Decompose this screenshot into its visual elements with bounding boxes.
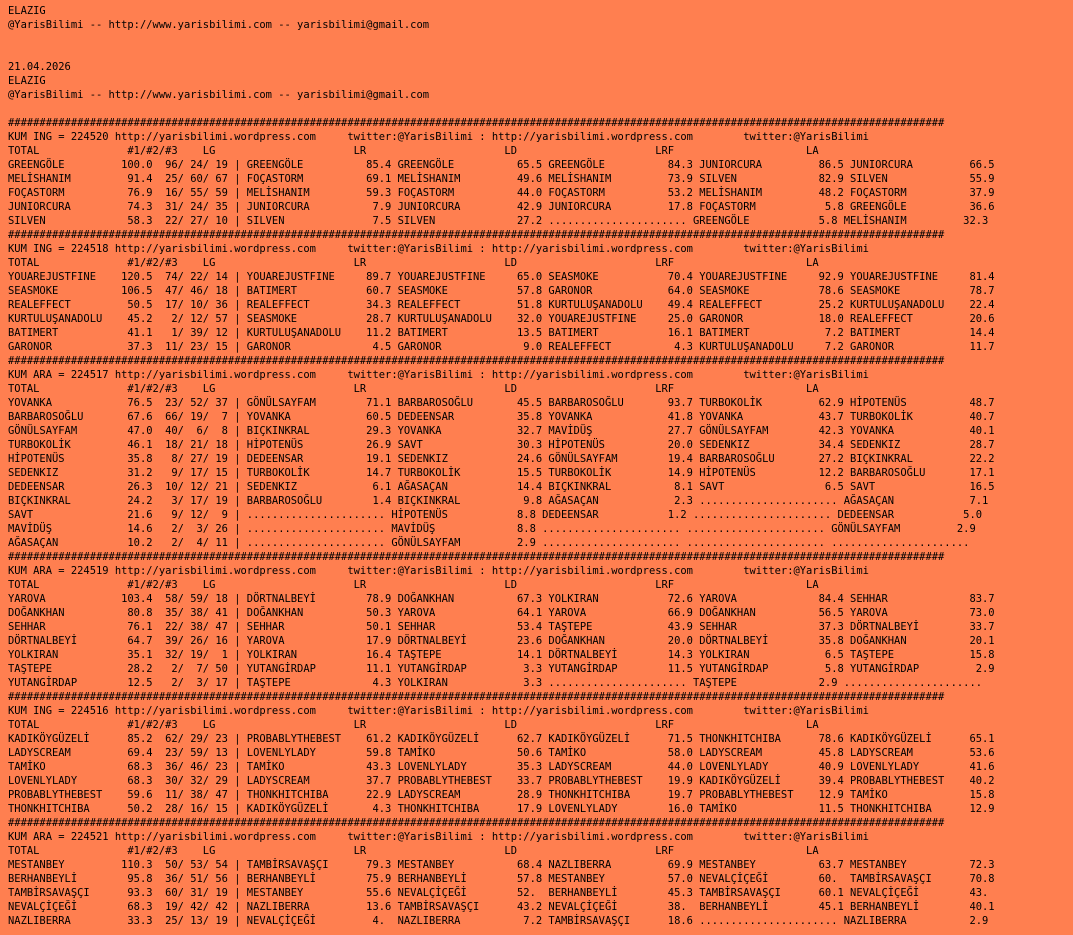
table-row: NEVALÇİÇEĞİ 68.3 19/ 42/ 42 | NAZLIBERRA 13.6 TAMBİRSAVAŞÇI 43.2 NEVALÇİÇEĞİ 38. BERHANBEYLİ 45.1 BERHANBEYLİ 40.1 — [8, 901, 995, 913]
table-row: DOĞANKHAN 80.8 35/ 38/ 41 | DOĞANKHAN 50.3 YAROVA 64.1 YAROVA 66.9 DOĞANKHAN 56.5 YAROVA 73.0 — [8, 607, 995, 619]
table-row: TAMBİRSAVAŞÇI 93.3 60/ 31/ 19 | MESTANBEY 55.6 NEVALÇİÇEĞİ 52. BERHANBEYLİ 45.3 TAMBİRSAVAŞÇI 60.1 NEVALÇİÇEĞİ 43. — [8, 887, 989, 899]
column-header: TOTAL #1/#2/#3 LG LR LD LRF LA — [8, 579, 819, 591]
column-header: TOTAL #1/#2/#3 LG LR LD LRF LA — [8, 145, 819, 157]
race-header: KUM ING = 224520 http://yarisbilimi.wordpress.com twitter:@YarisBilimi : http://yarisbilimi.wordpress.com twitter:@YarisBilimi — [8, 131, 869, 143]
section-separator: ##################################################################################################################################################### — [8, 691, 945, 703]
table-row: FOÇASTORM 76.9 16/ 55/ 59 | MELİSHANIM 59.3 FOÇASTORM 44.0 FOÇASTORM 53.2 MELİSHANIM 48.2 FOÇASTORM 37.9 — [8, 187, 995, 199]
text-line: ELAZIG — [8, 5, 46, 17]
section-separator: ##################################################################################################################################################### — [8, 817, 945, 829]
table-row: SAVT 21.6 9/ 12/ 9 | ...................... HİPOTENÜS 8.8 DEDEENSAR 1.2 ...................... DEDEENSAR 5.0 — [8, 509, 983, 521]
table-row: MAVİDÜŞ 14.6 2/ 3/ 26 | ...................... MAVİDÜŞ 8.8 ...................... ...................... GÖNÜLSAYFAM 2.9 — [8, 523, 976, 535]
table-row: PROBABLYTHEBEST 59.6 11/ 38/ 47 | THONKHITCHIBA 22.9 LADYSCREAM 28.9 THONKHITCHIBA 19.7 PROBABLYTHEBEST 12.9 TAMİKO 15.8 — [8, 789, 995, 801]
table-row: KADIKÖYGÜZELİ 85.2 62/ 29/ 23 | PROBABLYTHEBEST 61.2 KADIKÖYGÜZELİ 62.7 KADIKÖYGÜZELİ 71.5 THONKHITCHIBA 78.6 KADIKÖYGÜZELİ 65.1 — [8, 733, 995, 745]
table-row: LOVENLYLADY 68.3 30/ 32/ 29 | LADYSCREAM 37.7 PROBABLYTHEBEST 33.7 PROBABLYTHEBEST 19.9 KADIKÖYGÜZELİ 39.4 PROBABLYTHEBEST 40.2 — [8, 775, 995, 787]
column-header: TOTAL #1/#2/#3 LG LR LD LRF LA — [8, 845, 819, 857]
text-line: 21.04.2026 — [8, 61, 71, 73]
race-header: KUM ARA = 224519 http://yarisbilimi.wordpress.com twitter:@YarisBilimi : http://yarisbilimi.wordpress.com twitter:@YarisBilimi — [8, 565, 869, 577]
table-row: LADYSCREAM 69.4 23/ 59/ 13 | LOVENLYLADY 59.8 TAMİKO 50.6 TAMİKO 58.0 LADYSCREAM 45.8 LADYSCREAM 53.6 — [8, 747, 995, 759]
table-row: MELİSHANIM 91.4 25/ 60/ 67 | FOÇASTORM 69.1 MELİSHANIM 49.6 MELİSHANIM 73.9 SILVEN 82.9 SILVEN 55.9 — [8, 173, 995, 185]
table-row: SEHHAR 76.1 22/ 38/ 47 | SEHHAR 50.1 SEHHAR 53.4 TAŞTEPE 43.9 SEHHAR 37.3 DÖRTNALBEYİ 33.7 — [8, 621, 995, 633]
race-header: KUM ARA = 224521 http://yarisbilimi.wordpress.com twitter:@YarisBilimi : http://yarisbilimi.wordpress.com twitter:@YarisBilimi — [8, 831, 869, 843]
column-header: TOTAL #1/#2/#3 LG LR LD LRF LA — [8, 257, 819, 269]
table-row: TURBOKOLİK 46.1 18/ 21/ 18 | HİPOTENÜS 26.9 SAVT 30.3 HİPOTENÜS 20.0 SEDENKIZ 34.4 SEDENKIZ 28.7 — [8, 439, 995, 451]
race-header: KUM ING = 224516 http://yarisbilimi.wordpress.com twitter:@YarisBilimi : http://yarisbilimi.wordpress.com twitter:@YarisBilimi — [8, 705, 869, 717]
table-row: SEDENKIZ 31.2 9/ 17/ 15 | TURBOKOLİK 14.7 TURBOKOLİK 15.5 TURBOKOLİK 14.9 HİPOTENÜS 12.2 BARBAROSOĞLU 17.1 — [8, 467, 995, 479]
table-row: YOLKIRAN 35.1 32/ 19/ 1 | YOLKIRAN 16.4 TAŞTEPE 14.1 DÖRTNALBEYİ 14.3 YOLKIRAN 6.5 TAŞTEPE 15.8 — [8, 649, 995, 661]
table-row: DEDEENSAR 26.3 10/ 12/ 21 | SEDENKIZ 6.1 AĞASAÇAN 14.4 BIÇKINKRAL 8.1 SAVT 6.5 SAVT 16.5 — [8, 481, 995, 493]
table-row: KURTULUŞANADOLU 45.2 2/ 12/ 57 | SEASMOKE 28.7 KURTULUŞANADOLU 32.0 YOUAREJUSTFINE 25.0 GARONOR 18.0 REALEFFECT 20.6 — [8, 313, 995, 325]
table-row: NAZLIBERRA 33.3 25/ 13/ 19 | NEVALÇİÇEĞİ 4. NAZLIBERRA 7.2 TAMBİRSAVAŞÇI 18.6 ...................... NAZLIBERRA 2.9 — [8, 915, 989, 927]
table-row: YAROVA 103.4 58/ 59/ 18 | DÖRTNALBEYİ 78.9 DOĞANKHAN 67.3 YOLKIRAN 72.6 YAROVA 84.4 SEHHAR 83.7 — [8, 593, 995, 605]
table-row: THONKHITCHIBA 50.2 28/ 16/ 15 | KADIKÖYGÜZELİ 4.3 THONKHITCHIBA 17.9 LOVENLYLADY 16.0 TAMİKO 11.5 THONKHITCHIBA 12.9 — [8, 803, 995, 815]
table-row: GREENGÖLE 100.0 96/ 24/ 19 | GREENGÖLE 85.4 GREENGÖLE 65.5 GREENGÖLE 84.3 JUNIORCURA 86.5 JUNIORCURA 66.5 — [8, 159, 995, 171]
table-row: BATIMERT 41.1 1/ 39/ 12 | KURTULUŞANADOLU 11.2 BATIMERT 13.5 BATIMERT 16.1 BATIMERT 7.2 BATIMERT 14.4 — [8, 327, 995, 339]
table-row: TAŞTEPE 28.2 2/ 7/ 50 | YUTANGİRDAP 11.1 YUTANGİRDAP 3.3 YUTANGİRDAP 11.5 YUTANGİRDAP 5.8 YUTANGİRDAP 2.9 — [8, 663, 995, 675]
table-row: DÖRTNALBEYİ 64.7 39/ 26/ 16 | YAROVA 17.9 DÖRTNALBEYİ 23.6 DOĞANKHAN 20.0 DÖRTNALBEYİ 35.8 DOĞANKHAN 20.1 — [8, 635, 995, 647]
table-row: BIÇKINKRAL 24.2 3/ 17/ 19 | BARBAROSOĞLU 1.4 BIÇKINKRAL 9.8 AĞASAÇAN 2.3 ...................... AĞASAÇAN 7.1 — [8, 495, 989, 507]
table-row: YOUAREJUSTFINE 120.5 74/ 22/ 14 | YOUAREJUSTFINE 89.7 YOUAREJUSTFINE 65.0 SEASMOKE 70.4 YOUAREJUSTFINE 92.9 YOUAREJUSTFINE 81.4 — [8, 271, 995, 283]
table-row: MESTANBEY 110.3 50/ 53/ 54 | TAMBİRSAVAŞÇI 79.3 MESTANBEY 68.4 NAZLIBERRA 69.9 MESTANBEY 63.7 MESTANBEY 72.3 — [8, 859, 995, 871]
text-line: @YarisBilimi -- http://www.yarisbilimi.com -- yarisbilimi@gmail.com — [8, 89, 430, 101]
section-separator: ##################################################################################################################################################### — [8, 551, 945, 563]
table-row: SILVEN 58.3 22/ 27/ 10 | SILVEN 7.5 SILVEN 27.2 ...................... GREENGÖLE 5.8 MELİSHANIM 32.3 — [8, 215, 989, 227]
blank-line — [8, 46, 1073, 60]
table-row: TAMİKO 68.3 36/ 46/ 23 | TAMİKO 43.3 LOVENLYLADY 35.3 LADYSCREAM 44.0 LOVENLYLADY 40.9 LOVENLYLADY 41.6 — [8, 761, 995, 773]
table-row: REALEFFECT 50.5 17/ 10/ 36 | REALEFFECT 34.3 REALEFFECT 51.8 KURTULUŞANADOLU 49.4 REALEFFECT 25.2 KURTULUŞANADOLU 22.4 — [8, 299, 995, 311]
text-line: @YarisBilimi -- http://www.yarisbilimi.com -- yarisbilimi@gmail.com — [8, 19, 430, 31]
table-row: AĞASAÇAN 10.2 2/ 4/ 11 | ...................... GÖNÜLSAYFAM 2.9 ...................... ...................... ...................... — [8, 537, 970, 549]
table-row: BARBAROSOĞLU 67.6 66/ 19/ 7 | YOVANKA 60.5 DEDEENSAR 35.8 YOVANKA 41.8 YOVANKA 43.7 TURBOKOLİK 40.7 — [8, 411, 995, 423]
table-row: JUNIORCURA 74.3 31/ 24/ 35 | JUNIORCURA 7.9 JUNIORCURA 42.9 JUNIORCURA 17.8 FOÇASTORM 5.8 GREENGÖLE 36.6 — [8, 201, 995, 213]
text-line: ELAZIG — [8, 75, 46, 87]
table-row: SEASMOKE 106.5 47/ 46/ 18 | BATIMERT 60.7 SEASMOKE 57.8 GARONOR 64.0 SEASMOKE 78.6 SEASMOKE 78.7 — [8, 285, 995, 297]
section-separator: ##################################################################################################################################################### — [8, 355, 945, 367]
table-row: GARONOR 37.3 11/ 23/ 15 | GARONOR 4.5 GARONOR 9.0 REALEFFECT 4.3 KURTULUŞANADOLU 7.2 GARONOR 11.7 — [8, 341, 995, 353]
column-header: TOTAL #1/#2/#3 LG LR LD LRF LA — [8, 383, 819, 395]
blank-line — [8, 102, 1073, 116]
race-header: KUM ING = 224518 http://yarisbilimi.wordpress.com twitter:@YarisBilimi : http://yarisbilimi.wordpress.com twitter:@YarisBilimi — [8, 243, 869, 255]
table-row: GÖNÜLSAYFAM 47.0 40/ 6/ 8 | BIÇKINKRAL 29.3 YOVANKA 32.7 MAVİDÜŞ 27.7 GÖNÜLSAYFAM 42.3 YOVANKA 40.1 — [8, 425, 995, 437]
table-row: YOVANKA 76.5 23/ 52/ 37 | GÖNÜLSAYFAM 71.1 BARBAROSOĞLU 45.5 BARBAROSOĞLU 93.7 TURBOKOLİK 62.9 HİPOTENÜS 48.7 — [8, 397, 995, 409]
column-header: TOTAL #1/#2/#3 LG LR LD LRF LA — [8, 719, 819, 731]
section-separator: ##################################################################################################################################################### — [8, 229, 945, 241]
table-row: YUTANGİRDAP 12.5 2/ 3/ 17 | TAŞTEPE 4.3 YOLKIRAN 3.3 ...................... TAŞTEPE 2.9 ...................... — [8, 677, 983, 689]
table-row: BERHANBEYLİ 95.8 36/ 51/ 56 | BERHANBEYLİ 75.9 BERHANBEYLİ 57.8 MESTANBEY 57.0 NEVALÇİÇEĞİ 60. TAMBİRSAVAŞÇI 70.8 — [8, 873, 995, 885]
table-row: HİPOTENÜS 35.8 8/ 27/ 19 | DEDEENSAR 19.1 SEDENKIZ 24.6 GÖNÜLSAYFAM 19.4 BARBAROSOĞLU 27.2 BIÇKINKRAL 22.2 — [8, 453, 995, 465]
blank-line — [8, 32, 1073, 46]
race-header: KUM ARA = 224517 http://yarisbilimi.wordpress.com twitter:@YarisBilimi : http://yarisbilimi.wordpress.com twitter:@YarisBilimi — [8, 369, 869, 381]
section-separator: ##################################################################################################################################################### — [8, 117, 945, 129]
